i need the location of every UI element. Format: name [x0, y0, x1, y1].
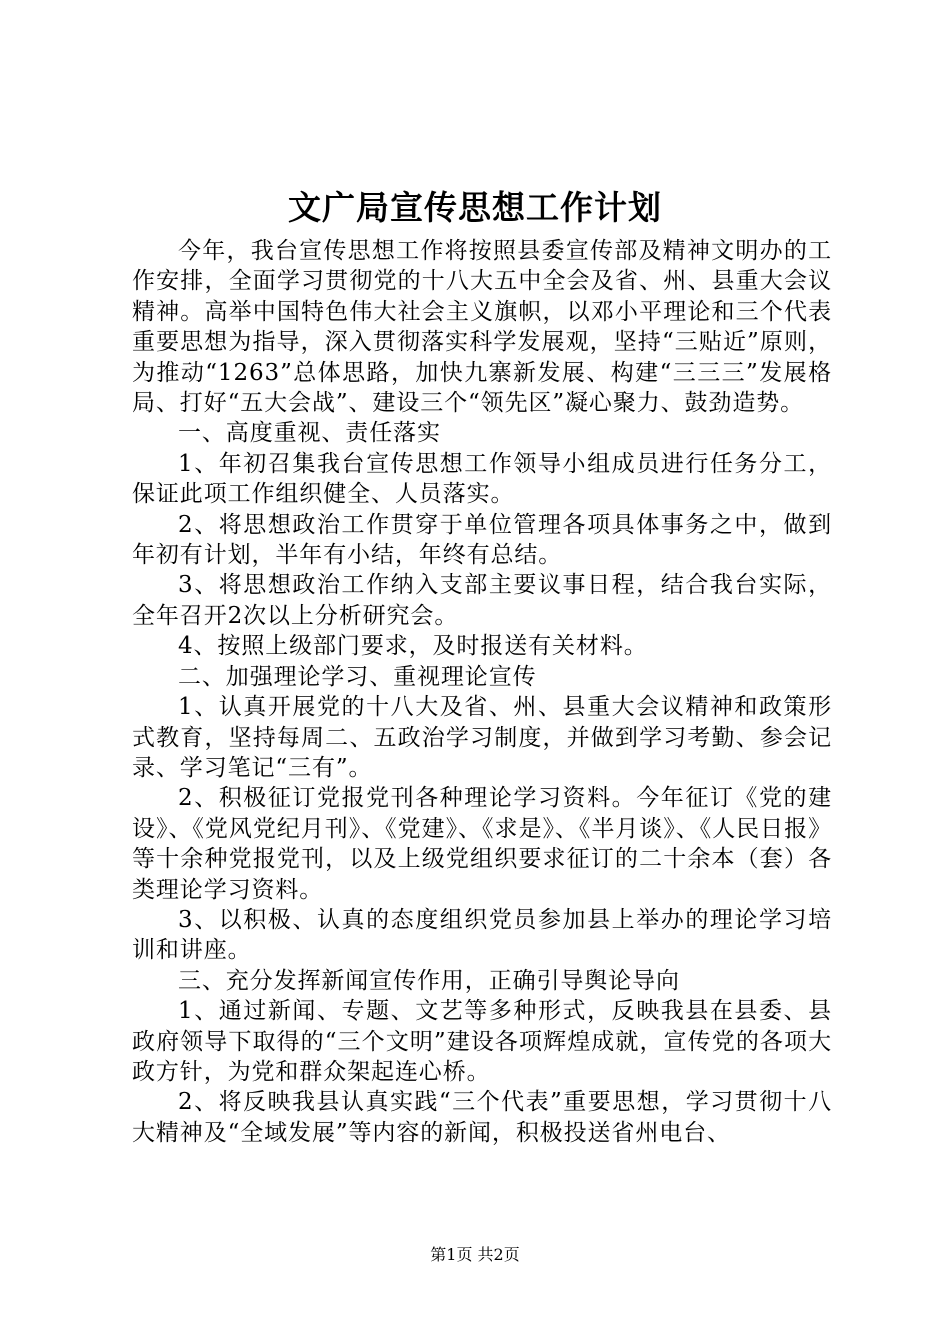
paragraph-2-1: 1、认真开展党的十八大及省、州、县重大会议精神和政策形式教育，坚持每周二、五政治学习制度，并做到学习考勤、参会记录、学习笔记“三有”。	[132, 694, 832, 781]
paragraph-1-3: 3、将思想政治工作纳入支部主要议事日程，结合我台实际，全年召开2次以上分析研究会。	[132, 572, 832, 629]
section-heading-2: 二、加强理论学习、重视理论宣传	[178, 663, 537, 690]
document-title: 文广局宣传思想工作计划	[288, 188, 662, 227]
paragraph-2-3: 3、以积极、认真的态度组织党员参加县上举办的理论学习培训和讲座。	[132, 906, 832, 964]
intro-paragraph: 今年，我台宣传思想工作将按照县委宣传部及精神文明办的工作安排，全面学习贯彻党的十八大五中全会及省、州、县重大会议精神。高举中国特色伟大社会主义旗帜，以邓小平理论和三个代表重要思想为指导，深入贯彻落实科学发展观，坚持“三贴近”原则，为推动“1263”总体思路，加快九寨新发展、构建“三三三”发展格局、打好“五大会战”、建设三个“领先区”凝心聚力、鼓劲造势。	[132, 238, 832, 417]
paragraph-1-1: 1、年初召集我台宣传思想工作领导小组成员进行任务分工，保证此项工作组织健全、人员落实。	[132, 450, 832, 508]
page-number-footer: 第1页 共2页	[430, 1245, 520, 1264]
document-body	[132, 236, 832, 1148]
paragraph-1-2: 2、将思想政治工作贯穿于单位管理各项具体事务之中，做到年初有计划，半年有小结，年终有总结。	[132, 511, 832, 569]
paragraph-2-2: 2、积极征订党报党刊各种理论学习资料。今年征订《党的建设》、《党风党纪月刊》、《党建》、《求是》、《半月谈》、《人民日报》等十余种党报党刊，以及上级党组织要求征订的二十余本（套）各类理论学习资料。	[132, 785, 832, 903]
section-heading-3: 三、充分发挥新闻宣传作用，正确引导舆论导向	[178, 967, 680, 994]
paragraph-3-1: 1、通过新闻、专题、文艺等多种形式，反映我县在县委、县政府领导下取得的“三个文明”建设各项辉煌成就，宣传党的各项大政方针，为党和群众架起连心桥。	[132, 998, 832, 1085]
paragraph-1-4: 4、按照上级部门要求，及时报送有关材料。	[178, 633, 648, 660]
paragraph-3-2: 2、将反映我县认真实践“三个代表”重要思想，学习贯彻十八大精神及“全域发展”等内容的新闻，积极投送省州电台、	[132, 1089, 832, 1146]
section-heading-1: 一、高度重视、责任落实	[178, 420, 441, 447]
